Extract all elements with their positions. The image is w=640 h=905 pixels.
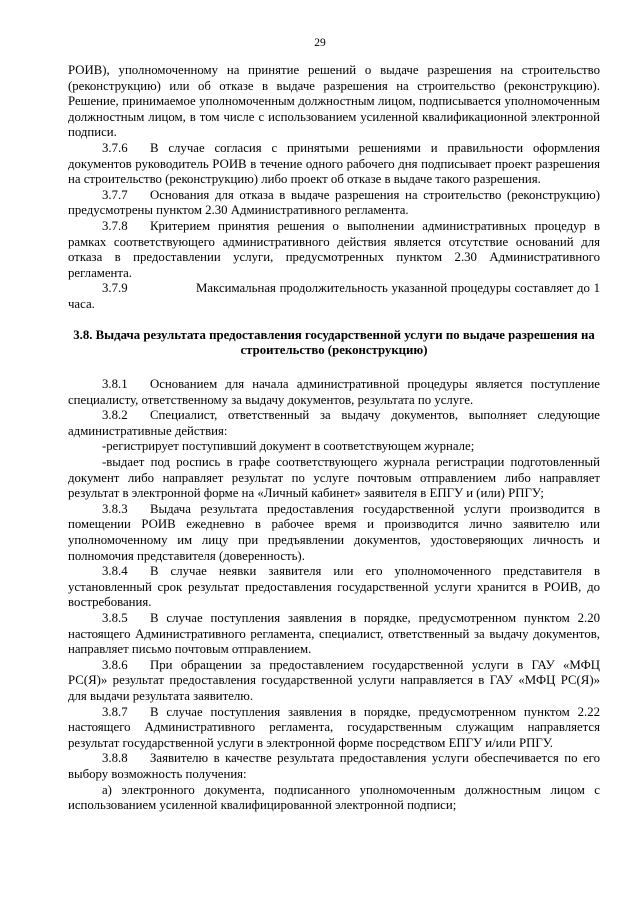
clause-number: 3.8.8: [102, 751, 128, 766]
paragraph-3-8-8: [68, 751, 600, 782]
clause-number: 3.8.1: [102, 377, 128, 392]
paragraph-3-8-5: [68, 611, 600, 658]
section-heading: 3.8. Выдача результата предоставления государственной услуги по выдаче разрешения на строительство (реконструкцию): [73, 327, 595, 358]
clause-number: 3.8.2: [102, 408, 128, 423]
paragraph-text: В случае неявки заявителя или его уполномоченного представителя в установленный срок результат предоставления государственной услуги хранится в РОИВ, до востребования.: [68, 564, 600, 610]
paragraph-3-7-9: [68, 281, 600, 312]
paragraph-text: Специалист, ответственный за выдачу документов, выполняет следующие административные действия:: [68, 408, 600, 438]
clause-number: 3.8.3: [102, 501, 128, 516]
paragraph-text: В случае поступления заявления в порядке, предусмотренном пунктом 2.20 настоящего Административного регламента, специалист, ответственный за выдачу документов, направляет письмо почтовым отправлением.: [68, 611, 600, 657]
paragraph-3-7-6: [68, 141, 600, 188]
paragraph-text: В случае поступления заявления в порядке, предусмотренном пунктом 2.22 настоящего Административного регламента, государственным служащим направляется результат государственной услуги в электронной форме посредством ЕПГУ и/или РПГУ.: [68, 704, 600, 750]
paragraph-3-7-8: [68, 219, 600, 281]
paragraph-3-8-7: [68, 705, 600, 752]
clause-number: 3.7.7: [102, 187, 128, 202]
paragraph-text: Критерием принятия решения о выполнении административных процедур в рамках соответствующего административного действия является отсутствие оснований для отказа в предоставлении услуги, предусмотренных пунктом 2.30 Административного регламента.: [68, 218, 600, 280]
paragraph-text: Основанием для начала административной процедуры является поступление специалисту, ответственному за выдачу документов, результата по услуге.: [68, 377, 600, 407]
paragraph-text: -выдает под роспись в графе соответствующего журнала регистрации подготовленный документ либо направляет результат по услуге почтовым отправлением либо направляет результат в электронной форме на «Личный кабинет» заявителя в ЕПГУ и (или) РПГУ;: [68, 455, 600, 501]
paragraph-text: Заявителю в качестве результата предоставления услуги обеспечивается по его выбору возможность получения:: [68, 751, 600, 781]
paragraph-3-8-4: [68, 564, 600, 611]
clause-number: 3.7.8: [102, 218, 128, 233]
paragraph-3-8-1: [68, 377, 600, 408]
document-body: [68, 63, 600, 814]
list-item-issue: [68, 455, 600, 502]
paragraph-text: В случае согласия с принятыми решениями и правильности оформления документов руководитель РОИВ в течение одного рабочего дня подписывает проект разрешения на строительство (реконструкцию) либо проект об отказе в выдаче такого разрешения.: [68, 140, 600, 187]
clause-number: 3.7.6: [102, 140, 128, 155]
clause-number: 3.7.9: [102, 281, 128, 296]
paragraph-text: Основания для отказа в выдаче разрешения на строительство (реконструкцию) предусмотрены пунктом 2.30 Административного регламента.: [68, 187, 600, 218]
clause-number: 3.8.4: [102, 564, 128, 579]
list-item-register: [68, 439, 600, 455]
paragraph-text: -регистрирует поступивший документ в соответствующем журнале;: [102, 439, 475, 454]
paragraph-text: РОИВ), уполномоченному на принятие решений о выдаче разрешения на строительство (реконструкцию) или об отказе в выдаче разрешения на строительство (реконструкцию). Решение, принимаемое уполномоченным должностным лицом, подписывается уполномоченным должностным лицом, в том числе с использованием усиленной квалификационной электронной подписи.: [68, 63, 600, 140]
paragraph-text: Максимальная продолжительность указанной процедуры составляет до 1 часа.: [68, 281, 600, 311]
paragraph-continuation: [68, 63, 600, 141]
page-number: 29: [314, 37, 326, 49]
paragraph-3-7-7: [68, 188, 600, 219]
list-item-a: [68, 783, 600, 814]
paragraph-text: а) электронного документа, подписанного уполномоченным должностным лицом с использованием усиленной квалифицированной электронной подписи;: [68, 782, 600, 813]
paragraph-text: При обращении за предоставлением государственной услуги в ГАУ «МФЦ РС(Я)» результат предоставления государственной услуги направляется в ГАУ «МФЦ РС(Я)» для выдачи результата заявителю.: [68, 657, 600, 703]
clause-number: 3.8.5: [102, 611, 128, 625]
clause-number: 3.8.7: [102, 704, 128, 719]
paragraph-3-8-3: [68, 502, 600, 564]
paragraph-3-8-2: [68, 408, 600, 439]
paragraph-3-8-6: [68, 658, 600, 705]
paragraph-text: Выдача результата предоставления государственной услуги производится в помещении РОИВ ежедневно в рабочее время и производится лично заявителю или уполномоченному им лицу при предъявлении документов, удостоверяющих личность и полномочия представителя (доверенность).: [68, 501, 600, 563]
clause-number: 3.8.6: [102, 657, 128, 672]
